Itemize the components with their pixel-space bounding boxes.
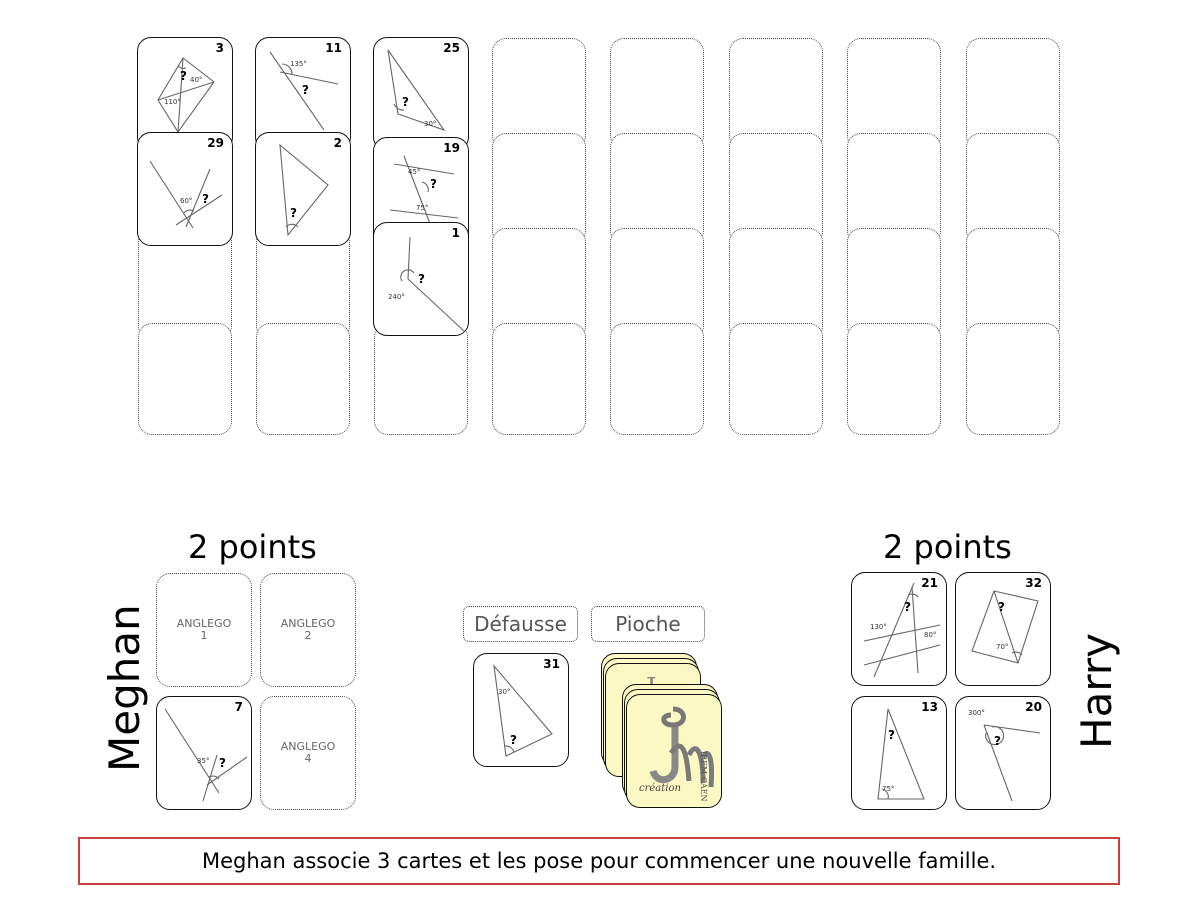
svg-text:40°: 40° <box>190 76 203 84</box>
family-number: 4 <box>304 752 312 765</box>
svg-text:130°: 130° <box>870 623 887 631</box>
family-number: 2 <box>304 629 312 642</box>
card-number: 7 <box>234 700 243 714</box>
svg-text:?: ? <box>202 192 209 206</box>
harry-name: Harry <box>1072 633 1121 749</box>
svg-text:110°: 110° <box>164 98 181 106</box>
svg-text:?: ? <box>888 728 895 742</box>
card-number: 2 <box>333 136 342 150</box>
family-title: ANGLEGO <box>176 617 232 630</box>
board-slot[interactable] <box>966 323 1060 435</box>
svg-text:75°: 75° <box>882 785 895 793</box>
card-number: 19 <box>443 141 460 155</box>
angle-card[interactable] <box>137 132 233 246</box>
board-slot[interactable] <box>729 323 823 435</box>
angle-card[interactable] <box>255 132 351 246</box>
svg-text:30°: 30° <box>498 688 511 696</box>
svg-text:?: ? <box>994 734 1001 748</box>
card-number: 25 <box>443 41 460 55</box>
svg-text:?: ? <box>418 272 425 286</box>
card-number: 13 <box>921 700 938 714</box>
svg-text:?: ? <box>904 600 911 614</box>
family-number: 1 <box>200 629 208 642</box>
family-card-anglego-2[interactable] <box>260 573 356 687</box>
angle-card[interactable] <box>373 222 469 336</box>
board-slot[interactable] <box>492 323 586 435</box>
status-message-text: Meghan associe 3 cartes et les pose pour commencer une nouvelle famille. <box>201 849 997 873</box>
meghan-score: 2 points <box>188 528 317 566</box>
svg-text:45°: 45° <box>408 168 421 176</box>
irem-logo-icon <box>627 695 722 808</box>
board-slot[interactable] <box>374 323 468 435</box>
angle-card[interactable] <box>373 37 469 151</box>
board-slot[interactable] <box>847 323 941 435</box>
draw-label: Pioche <box>591 606 705 642</box>
discard-label: Défausse <box>463 606 578 642</box>
family-title: ANGLEGO <box>280 617 336 630</box>
harry-card[interactable] <box>955 696 1051 810</box>
meghan-name: Meghan <box>100 604 149 772</box>
card-number: 20 <box>1025 700 1042 714</box>
board-slot[interactable] <box>256 323 350 435</box>
svg-text:60°: 60° <box>180 197 193 205</box>
svg-text:240°: 240° <box>388 293 405 301</box>
board-slot[interactable] <box>138 323 232 435</box>
svg-text:30°: 30° <box>424 120 437 128</box>
card-number: 29 <box>207 136 224 150</box>
harry-card[interactable] <box>851 572 947 686</box>
family-card-anglego-4[interactable] <box>260 696 356 810</box>
svg-text:35°: 35° <box>197 757 210 765</box>
svg-text:?: ? <box>430 177 437 191</box>
discard-pile-card[interactable] <box>473 653 569 767</box>
harry-card[interactable] <box>851 696 947 810</box>
meghan-hand-card[interactable] <box>156 696 252 810</box>
card-number: 11 <box>325 41 342 55</box>
harry-card[interactable] <box>955 572 1051 686</box>
svg-text:?: ? <box>219 756 226 770</box>
svg-text:IREM CAEN: IREM CAEN <box>699 751 708 802</box>
svg-text:300°: 300° <box>968 709 985 717</box>
card-number: 1 <box>451 226 460 240</box>
card-number: 3 <box>215 41 224 55</box>
svg-text:?: ? <box>180 69 187 83</box>
board-slot[interactable] <box>610 323 704 435</box>
svg-text:135°: 135° <box>290 60 307 68</box>
svg-text:?: ? <box>998 600 1005 614</box>
card-number: 21 <box>921 576 938 590</box>
harry-score: 2 points <box>883 528 1012 566</box>
svg-text:création: création <box>639 783 681 794</box>
svg-text:?: ? <box>290 206 297 220</box>
svg-text:80°: 80° <box>924 631 937 639</box>
card-back-top[interactable] <box>626 694 722 808</box>
svg-text:?: ? <box>510 733 517 747</box>
family-title: ANGLEGO <box>280 740 336 753</box>
svg-text:75°: 75° <box>416 204 429 212</box>
card-number: 32 <box>1025 576 1042 590</box>
svg-text:?: ? <box>402 95 409 109</box>
card-number: 31 <box>543 657 560 671</box>
family-card-anglego-1[interactable] <box>156 573 252 687</box>
svg-text:70°: 70° <box>996 643 1009 651</box>
status-message <box>78 837 1120 885</box>
svg-text:?: ? <box>302 83 309 97</box>
